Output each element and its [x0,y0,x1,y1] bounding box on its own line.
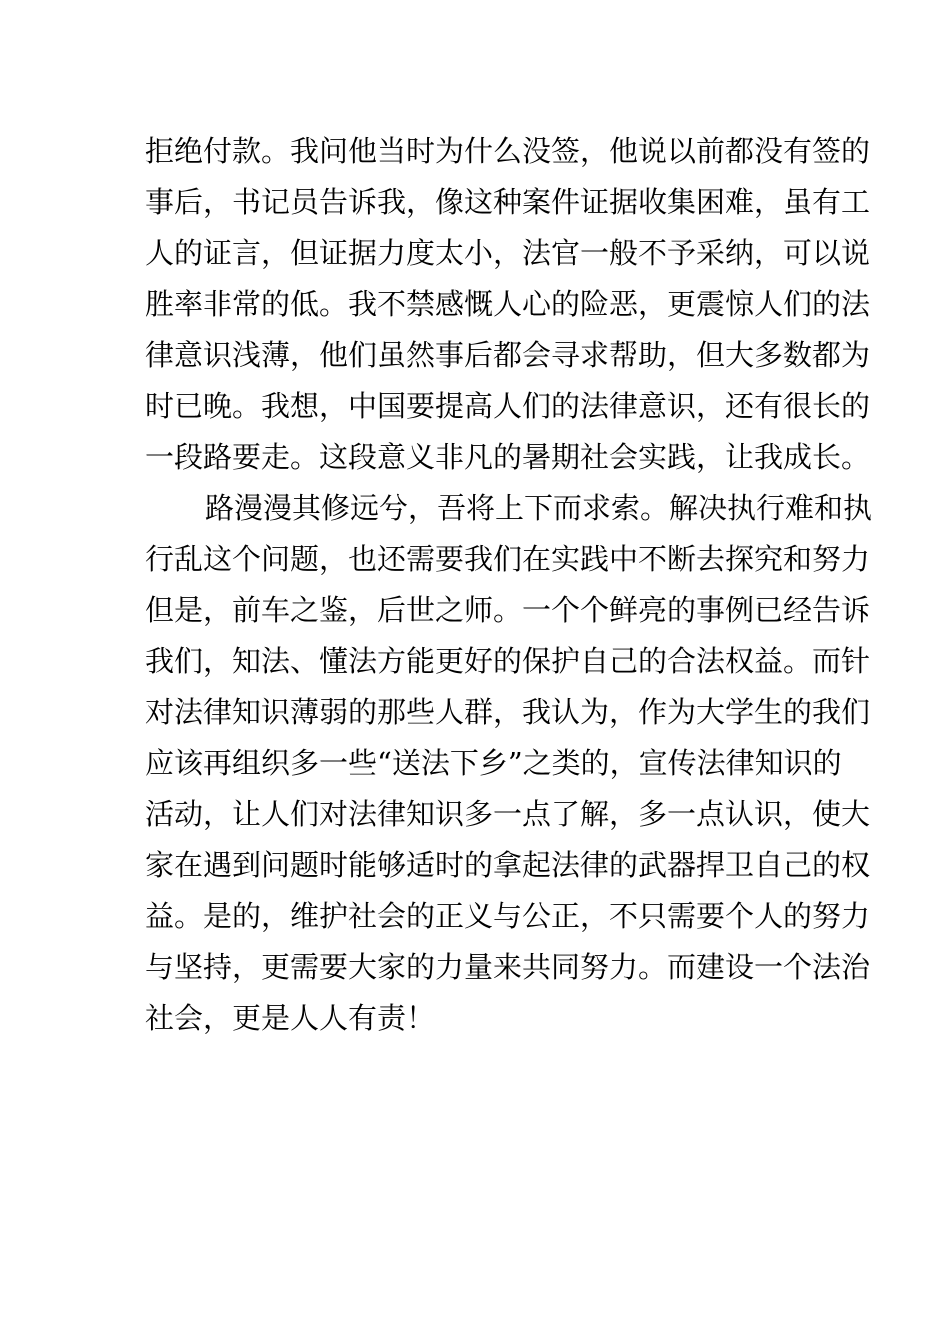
paragraph-1 [145,126,871,483]
paragraph-line: 胜率非常的低。我不禁感慨人心的险恶，更震惊人们的法 [145,287,871,321]
paragraph-line: 益。是的，维护社会的正义与公正，不只需要个人的努力 [145,899,871,933]
paragraph-line: 家在遇到问题时能够适时的拿起法律的武器捍卫自己的权 [145,848,871,882]
paragraph-line: 应该再组织多一些“送法下乡”之类的，宣传法律知识的 [145,746,842,780]
paragraph-line: 一段路要走。这段意义非凡的暑期社会实践，让我成长。 [145,440,871,474]
paragraph-line: 人的证言，但证据力度太小，法官一般不予采纳，可以说 [145,236,871,270]
paragraph-line: 社会，更是人人有责！ [145,1001,436,1035]
paragraph-line: 事后，书记员告诉我，像这种案件证据收集困难，虽有工 [145,185,871,219]
paragraph-line: 行乱这个问题，也还需要我们在实践中不断去探究和努力 [145,542,871,576]
body-text [145,126,873,1044]
paragraph-line: 活动，让人们对法律知识多一点了解，多一点认识，使大 [145,797,871,831]
paragraph-line: 律意识浅薄，他们虽然事后都会寻求帮助，但大多数都为 [145,338,871,372]
paragraph-line: 对法律知识薄弱的那些人群，我认为，作为大学生的我们 [145,695,871,729]
paragraph-line: 时已晚。我想，中国要提高人们的法律意识，还有很长的 [145,389,871,423]
paragraph-line: 我们，知法、懂法方能更好的保护自己的合法权益。而针 [145,644,871,678]
paragraph-line: 拒绝付款。我问他当时为什么没签，他说以前都没有签的 [145,134,871,168]
paragraph-line: 但是，前车之鉴，后世之师。一个个鲜亮的事例已经告诉 [145,593,871,627]
paragraph-line: 路漫漫其修远兮，吾将上下而求索。解决执行难和执 [205,491,873,525]
paragraph-line: 与坚持，更需要大家的力量来共同努力。而建设一个法治 [145,950,871,984]
paragraph-2 [145,483,873,1044]
